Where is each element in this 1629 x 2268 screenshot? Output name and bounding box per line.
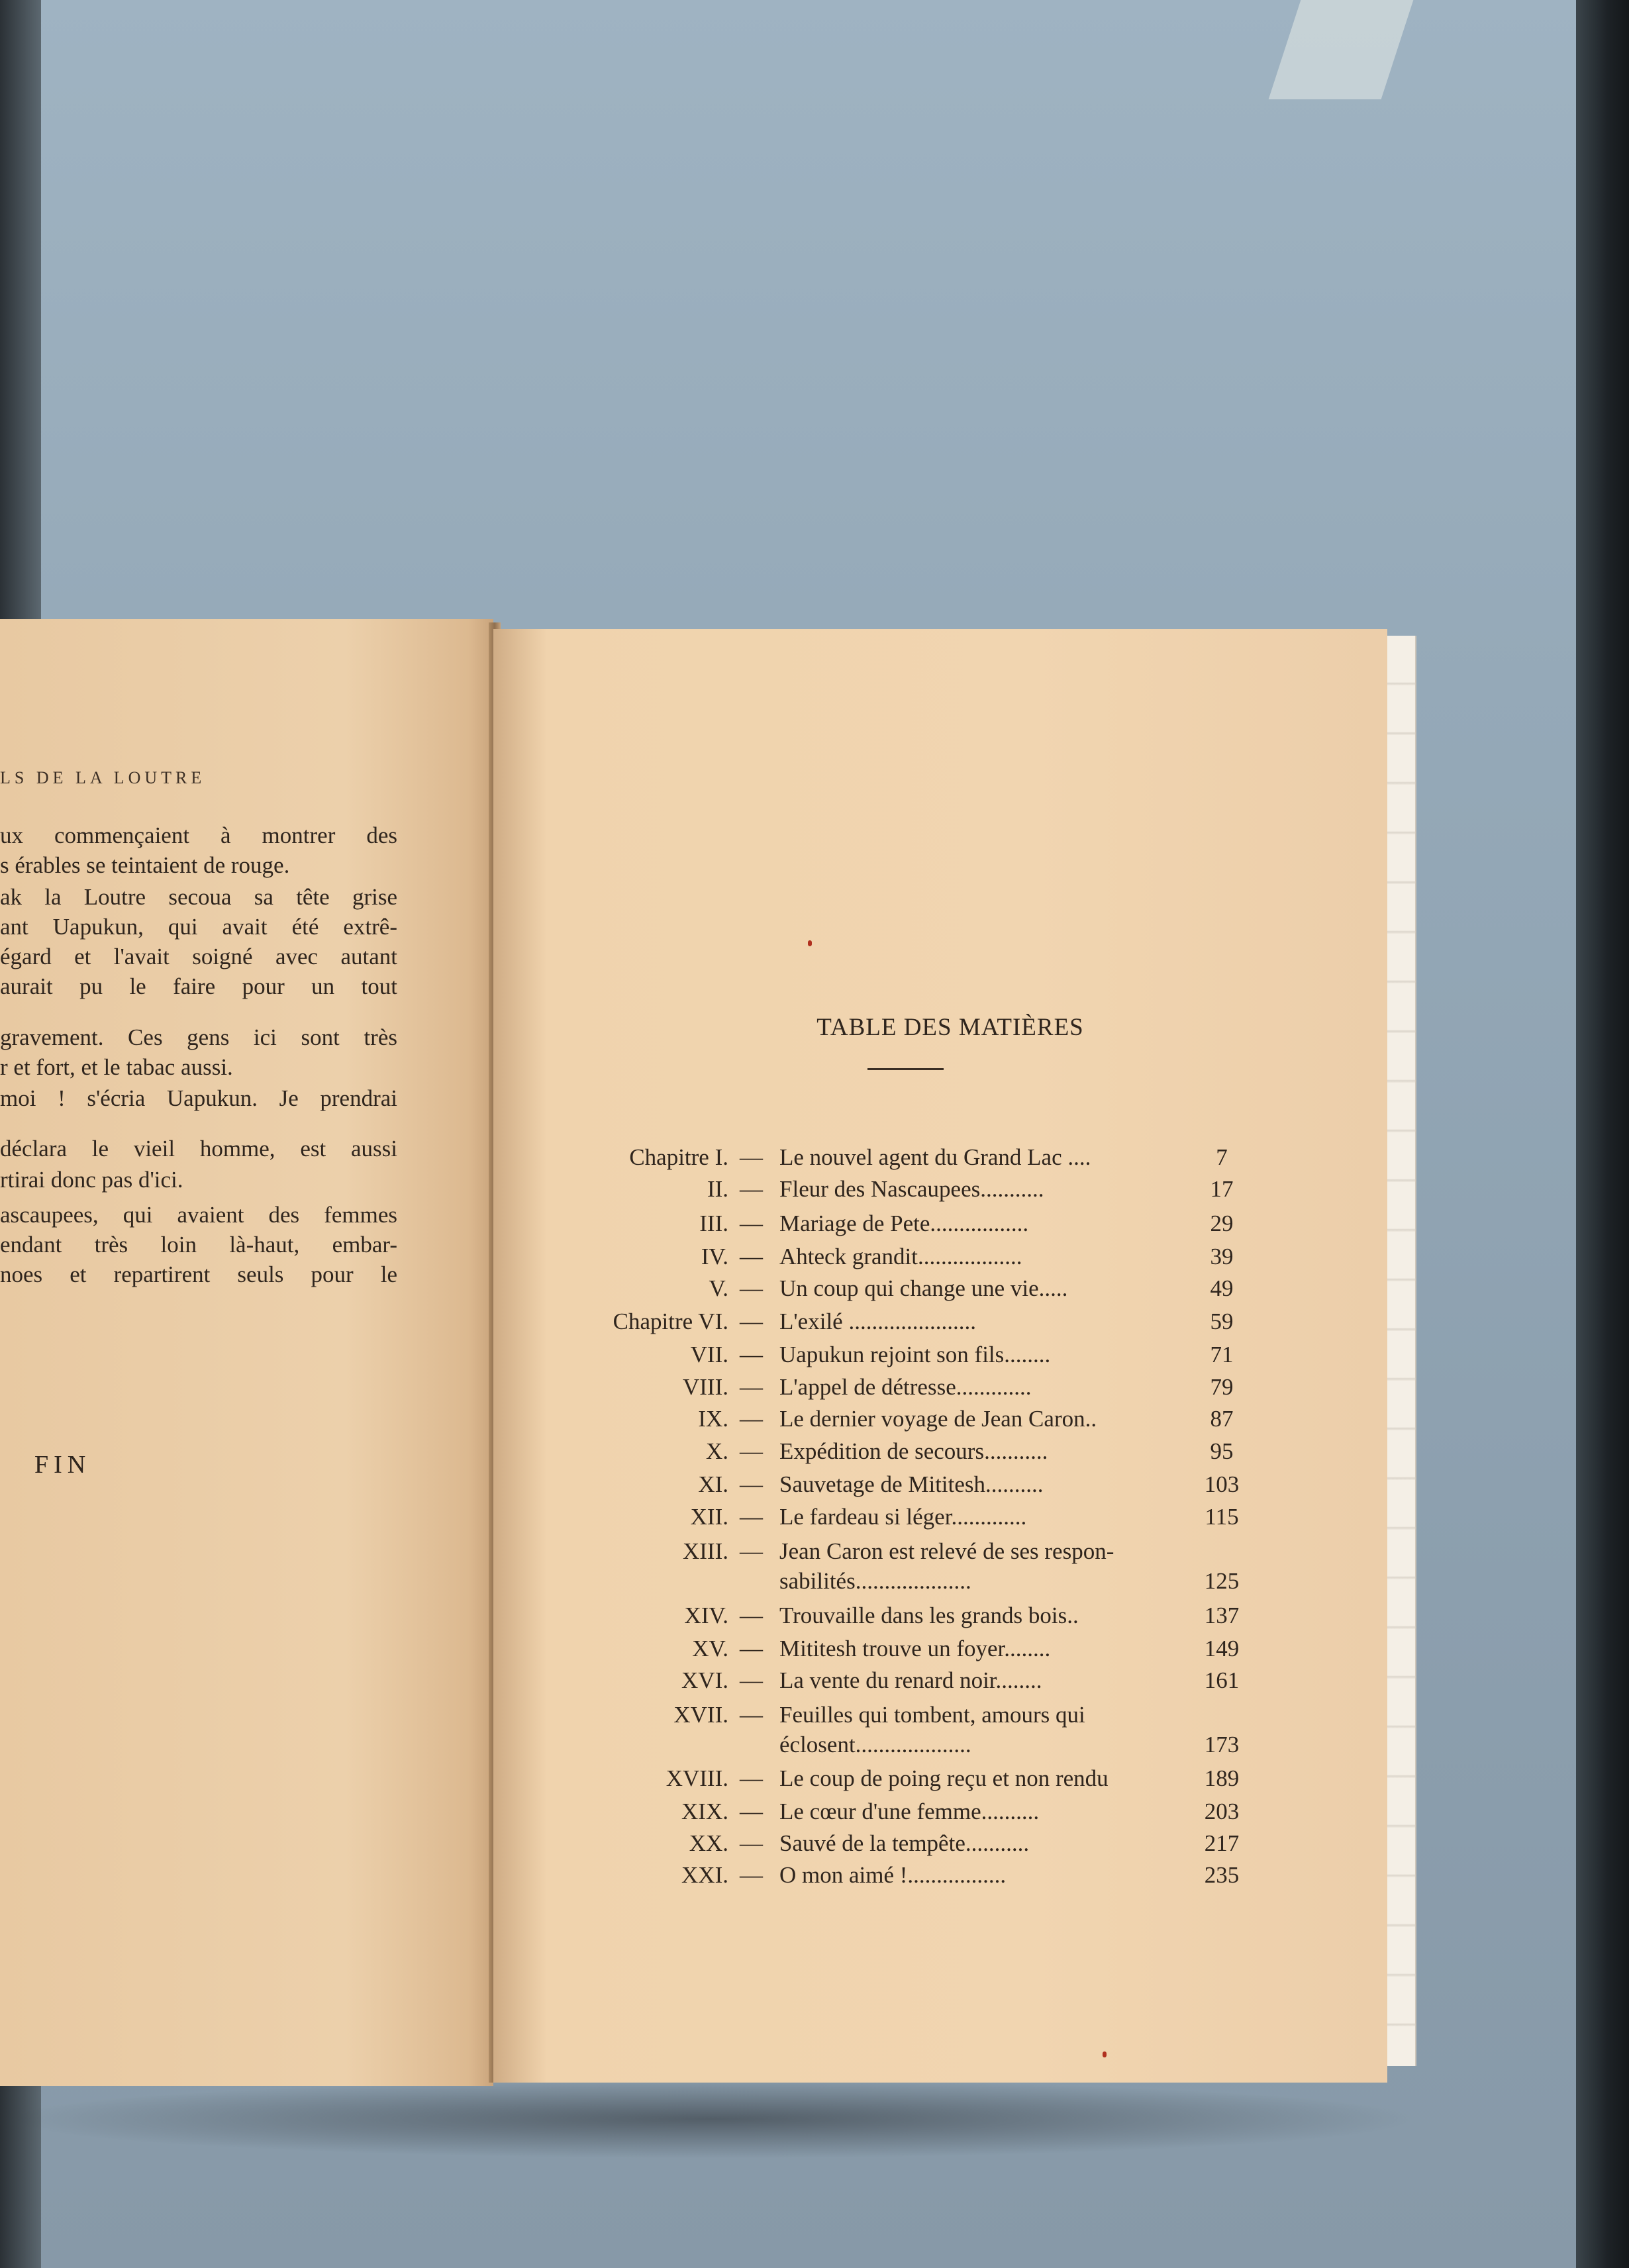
chapter-title: Feuilles qui tombent, amours qui <box>779 1702 1085 1728</box>
page-number: 173 <box>1204 1732 1240 1757</box>
left-page-line: ascaupees, qui avaient des femmes <box>0 1202 397 1228</box>
toc-entry <box>493 1799 1387 1830</box>
chapter-title: La vente du renard noir........ <box>779 1667 1042 1693</box>
toc-entry <box>493 1438 1387 1470</box>
chapter-number: XVI. <box>681 1667 728 1693</box>
left-page-line: égard et l'avait soigné avec autant <box>0 944 397 969</box>
em-dash: — <box>740 1702 763 1728</box>
em-dash: — <box>740 1504 763 1530</box>
em-dash: — <box>740 1830 763 1856</box>
page-number: 149 <box>1204 1636 1240 1661</box>
chapter-title: sabilités.................... <box>779 1568 971 1594</box>
page-number: 17 <box>1210 1176 1234 1202</box>
em-dash: — <box>740 1799 763 1824</box>
page-number: 71 <box>1210 1342 1234 1367</box>
em-dash: — <box>740 1244 763 1269</box>
em-dash: — <box>740 1765 763 1791</box>
chapter-title: Le cœur d'une femme.......... <box>779 1799 1040 1824</box>
chapter-number: XIX. <box>681 1799 728 1824</box>
chapter-number: IV. <box>701 1244 728 1269</box>
chapter-number: VII. <box>690 1342 728 1367</box>
chapter-title: Trouvaille dans les grands bois.. <box>779 1602 1079 1628</box>
chapter-number: XI. <box>698 1471 728 1497</box>
page-number: 137 <box>1204 1602 1240 1628</box>
toc-entry <box>493 1244 1387 1275</box>
chapter-title: éclosent.................... <box>779 1732 971 1757</box>
toc-entry <box>493 1602 1387 1634</box>
page-number: 87 <box>1210 1406 1234 1432</box>
left-page-line: noes et repartirent seuls pour le <box>0 1261 397 1287</box>
chapter-number: III. <box>699 1210 728 1236</box>
ink-spot <box>808 940 812 946</box>
chapter-title: L'appel de détresse............. <box>779 1374 1032 1400</box>
toc-entry <box>493 1732 1387 1763</box>
left-page-line: gravement. Ces gens ici sont très <box>0 1024 397 1050</box>
chapter-title: L'exilé ...................... <box>779 1308 976 1334</box>
toc-entry <box>493 1342 1387 1373</box>
chapter-title: Uapukun rejoint son fils........ <box>779 1342 1051 1367</box>
chapter-title: Mariage de Pete................. <box>779 1210 1029 1236</box>
chapter-number: IX. <box>698 1406 728 1432</box>
chapter-number: XXI. <box>681 1862 728 1888</box>
scanner-frame-right <box>1576 0 1629 2268</box>
toc-entry <box>493 1765 1387 1797</box>
chapter-number: X. <box>705 1438 728 1464</box>
chapter-number: Chapitre VI. <box>613 1308 728 1334</box>
toc-entry <box>493 1504 1387 1536</box>
em-dash: — <box>740 1438 763 1464</box>
toc-entry <box>493 1406 1387 1438</box>
chapter-number: V. <box>709 1275 728 1301</box>
chapter-number: XX. <box>689 1830 728 1856</box>
toc-entry <box>493 1308 1387 1340</box>
chapter-title: Jean Caron est relevé de ses respon- <box>779 1538 1114 1564</box>
page-number: 29 <box>1210 1210 1234 1236</box>
running-head: LS DE LA LOUTRE <box>0 768 206 787</box>
toc-entry <box>493 1210 1387 1242</box>
em-dash: — <box>740 1374 763 1400</box>
page-number: 95 <box>1210 1438 1234 1464</box>
fin-label: FIN <box>34 1451 91 1479</box>
toc-entry <box>493 1538 1387 1570</box>
toc-entry <box>493 1471 1387 1503</box>
page-number: 125 <box>1204 1568 1240 1594</box>
left-page-line: r et fort, et le tabac aussi. <box>0 1054 233 1080</box>
left-page <box>0 619 493 2086</box>
left-page-line: rtirai donc pas d'ici. <box>0 1167 183 1193</box>
page-edges <box>1387 636 1416 2066</box>
toc-entry <box>493 1568 1387 1600</box>
page-number: 49 <box>1210 1275 1234 1301</box>
page-number: 103 <box>1204 1471 1240 1497</box>
page-number: 235 <box>1204 1862 1240 1888</box>
left-page-line: moi ! s'écria Uapukun. Je prendrai <box>0 1085 397 1111</box>
page-number: 79 <box>1210 1374 1234 1400</box>
toc-entry <box>493 1636 1387 1667</box>
page-number: 161 <box>1204 1667 1240 1693</box>
chapter-title: Le dernier voyage de Jean Caron.. <box>779 1406 1097 1432</box>
chapter-title: Mititesh trouve un foyer........ <box>779 1636 1051 1661</box>
right-page <box>493 629 1387 2083</box>
chapter-number: Chapitre I. <box>629 1144 728 1170</box>
toc-entry <box>493 1374 1387 1406</box>
chapter-title: Sauvetage de Mititesh.......... <box>779 1471 1044 1497</box>
chapter-title: Le coup de poing reçu et non rendu <box>779 1765 1109 1791</box>
page-number: 115 <box>1205 1504 1239 1530</box>
toc-entry <box>493 1702 1387 1734</box>
left-page-line: ux commençaient à montrer des <box>0 822 397 848</box>
toc-entry <box>493 1830 1387 1862</box>
chapter-number: II. <box>707 1176 728 1202</box>
left-page-line: s érables se teintaient de rouge. <box>0 852 290 878</box>
em-dash: — <box>740 1406 763 1432</box>
em-dash: — <box>740 1667 763 1693</box>
em-dash: — <box>740 1275 763 1301</box>
em-dash: — <box>740 1144 763 1170</box>
em-dash: — <box>740 1636 763 1661</box>
chapter-title: Un coup qui change une vie..... <box>779 1275 1068 1301</box>
em-dash: — <box>740 1862 763 1888</box>
book-shadow <box>0 2079 1424 2159</box>
page-number: 203 <box>1204 1799 1240 1824</box>
toc-entry <box>493 1667 1387 1699</box>
toc-entry <box>493 1176 1387 1208</box>
left-page-line: ak la Loutre secoua sa tête grise <box>0 884 397 910</box>
chapter-title: Fleur des Nascaupees........... <box>779 1176 1044 1202</box>
chapter-number: XV. <box>692 1636 728 1661</box>
em-dash: — <box>740 1210 763 1236</box>
chapter-number: XIV. <box>684 1602 728 1628</box>
chapter-title: Ahteck grandit.................. <box>779 1244 1022 1269</box>
chapter-title: O mon aimé !................. <box>779 1862 1007 1888</box>
tape-piece <box>1269 0 1414 99</box>
page-number: 39 <box>1210 1244 1234 1269</box>
left-page-line: déclara le vieil homme, est aussi <box>0 1136 397 1161</box>
chapter-title: Expédition de secours........... <box>779 1438 1048 1464</box>
chapter-number: VIII. <box>683 1374 728 1400</box>
page-number: 59 <box>1210 1308 1234 1334</box>
page-number: 189 <box>1204 1765 1240 1791</box>
title-rule <box>867 1068 944 1070</box>
chapter-number: XII. <box>690 1504 728 1530</box>
page-number: 217 <box>1204 1830 1240 1856</box>
page-number: 7 <box>1216 1144 1228 1170</box>
em-dash: — <box>740 1176 763 1202</box>
chapter-number: XVII. <box>673 1702 728 1728</box>
toc-entry <box>493 1144 1387 1176</box>
left-page-line: ant Uapukun, qui avait été extrê- <box>0 914 397 940</box>
chapter-number: XVIII. <box>666 1765 728 1791</box>
chapter-number: XIII. <box>683 1538 728 1564</box>
toc-entry <box>493 1862 1387 1894</box>
em-dash: — <box>740 1342 763 1367</box>
em-dash: — <box>740 1308 763 1334</box>
ink-spot <box>1103 2051 1107 2057</box>
chapter-title: Le fardeau si léger............. <box>779 1504 1027 1530</box>
em-dash: — <box>740 1602 763 1628</box>
toc-title: TABLE DES MATIÈRES <box>816 1014 1084 1041</box>
em-dash: — <box>740 1538 763 1564</box>
em-dash: — <box>740 1471 763 1497</box>
left-page-line: endant très loin là-haut, embar- <box>0 1232 397 1257</box>
toc-entry <box>493 1275 1387 1307</box>
left-page-line: aurait pu le faire pour un tout <box>0 973 397 999</box>
chapter-title: Le nouvel agent du Grand Lac .... <box>779 1144 1091 1170</box>
chapter-title: Sauvé de la tempête........... <box>779 1830 1030 1856</box>
